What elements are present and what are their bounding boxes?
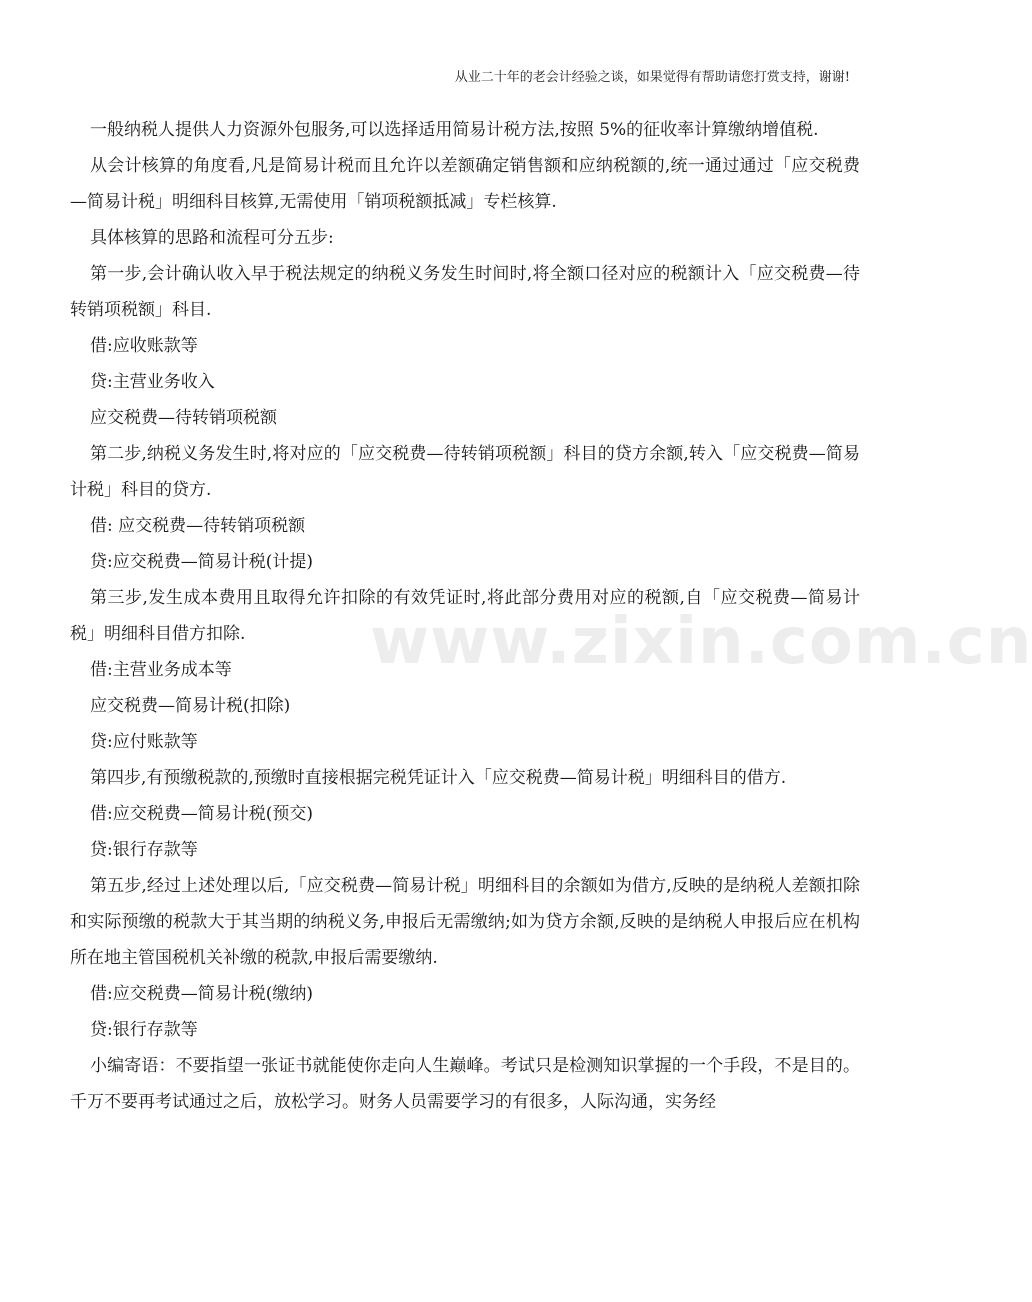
paragraph-editor-note: 小编寄语：不要指望一张证书就能使你走向人生巅峰。考试只是检测知识掌握的一个手段，不是目的。千万不要再考试通过之后，放松学习。财务人员需要学习的有很多，人际沟通，实务经 <box>70 1056 860 1112</box>
entry-line: 贷:应交税费—简易计税(计提) <box>90 552 313 572</box>
entry-line: 应交税费—简易计税(扣除) <box>90 696 291 716</box>
paragraph-step-2: 第二步,纳税义务发生时,将对应的「应交税费—待转销项税额」科目的贷方余额,转入「应交税费—简易计税」科目的贷方. <box>70 444 860 500</box>
paragraph-accounting-view: 从会计核算的角度看,凡是简易计税而且允许以差额确定销售额和应纳税额的,统一通过通过「应交税费—简易计税」明细科目核算,无需使用「销项税额抵减」专栏核算. <box>70 156 860 212</box>
paragraph-step-4: 第四步,有预缴税款的,预缴时直接根据完税凭证计入「应交税费—简易计税」明细科目的借方. <box>90 768 787 788</box>
paragraph-five-steps: 具体核算的思路和流程可分五步: <box>90 228 334 248</box>
entry-line: 贷:应付账款等 <box>90 732 198 752</box>
entry-line: 借:应收账款等 <box>90 336 198 356</box>
paragraph-step-3: 第三步,发生成本费用且取得允许扣除的有效凭证时,将此部分费用对应的税额,自「应交税费—简易计税」明细科目借方扣除. <box>70 588 860 644</box>
entry-line: 借:应交税费—简易计税(预交) <box>90 804 313 824</box>
entry-line: 借: 应交税费—待转销项税额 <box>90 516 306 536</box>
header-note: 从业二十年的老会计经验之谈，如果觉得有帮助请您打赏支持，谢谢! <box>454 70 850 85</box>
paragraph-intro: 一般纳税人提供人力资源外包服务,可以选择适用简易计税方法,按照 5%的征收率计算缴纳增值税. <box>90 120 819 140</box>
entry-line: 借:应交税费—简易计税(缴纳) <box>90 984 313 1004</box>
entry-line: 贷:银行存款等 <box>90 840 198 860</box>
entry-line: 贷:银行存款等 <box>90 1020 198 1040</box>
watermark: www.zixin.com.cn <box>370 605 1032 679</box>
entry-line: 借:主营业务成本等 <box>90 660 232 680</box>
paragraph-step-5: 第五步,经过上述处理以后,「应交税费—简易计税」明细科目的余额如为借方,反映的是纳税人差额扣除和实际预缴的税款大于其当期的纳税义务,申报后无需缴纳;如为贷方余额,反映的是纳税人申报后应在机构所在地主管国税机关补缴的税款,申报后需要缴纳. <box>70 876 860 968</box>
document-body <box>70 112 860 1120</box>
paragraph-step-1: 第一步,会计确认收入早于税法规定的纳税义务发生时间时,将全额口径对应的税额计入「应交税费—待转销项税额」科目. <box>70 264 860 320</box>
entry-line: 贷:主营业务收入 <box>90 372 215 392</box>
entry-line: 应交税费—待转销项税额 <box>90 408 277 428</box>
